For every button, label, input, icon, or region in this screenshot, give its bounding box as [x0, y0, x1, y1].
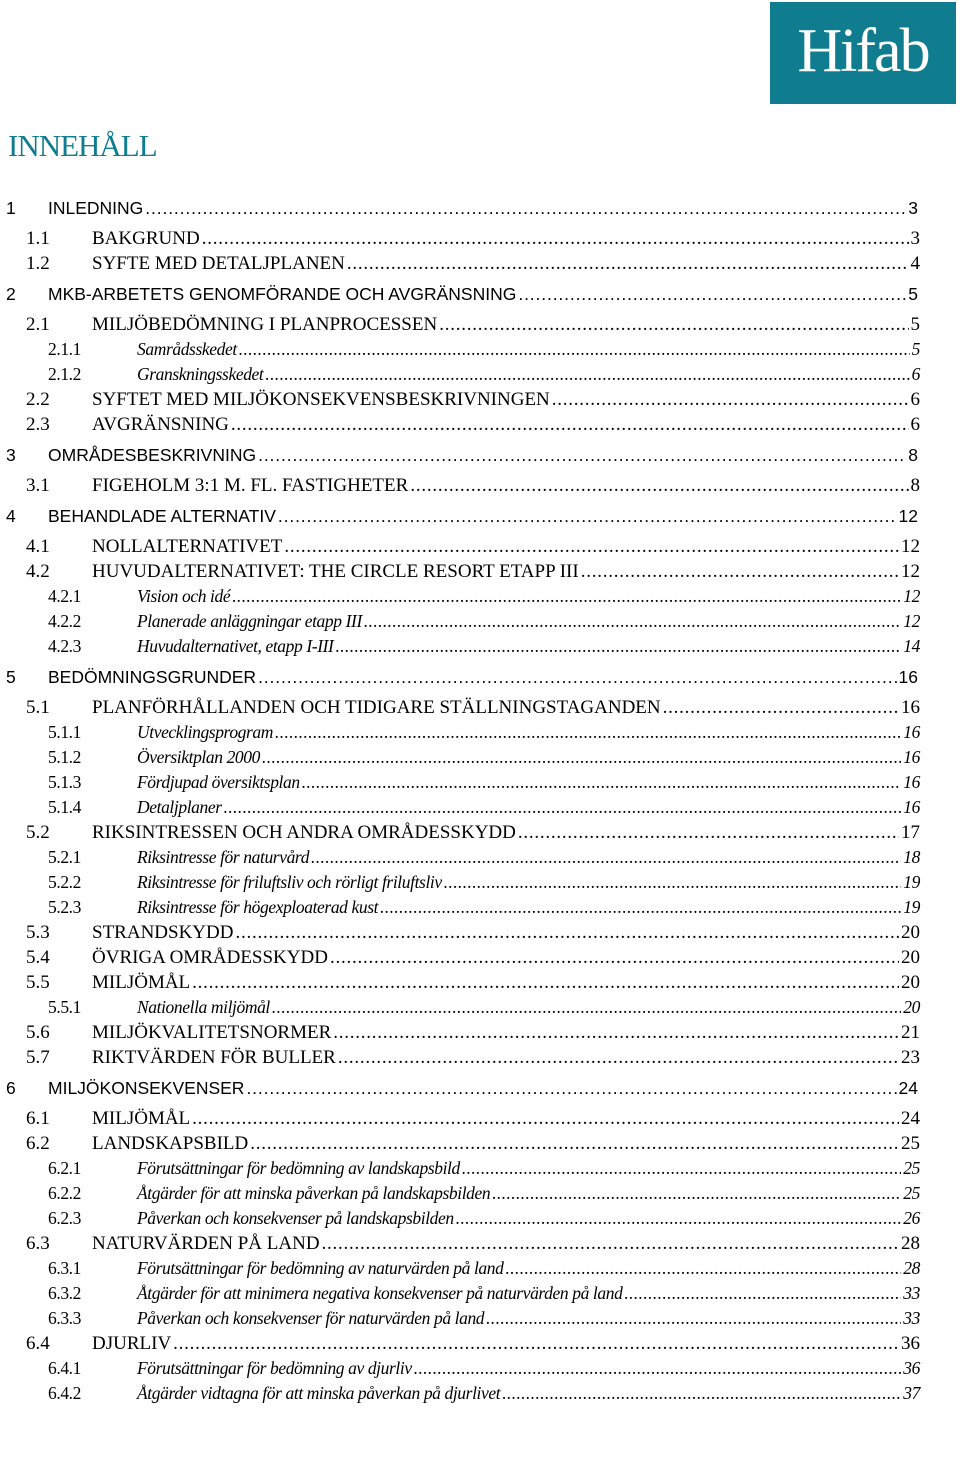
toc-entry-title: Förutsättningar för bedömning av landskapsbild [137, 1158, 460, 1178]
toc-entry-number: 1.2 [26, 253, 50, 274]
toc-entry-level-3[interactable] [0, 1156, 960, 1181]
toc-entry-number: 6.3.2 [48, 1283, 82, 1303]
toc-entry-title: Åtgärder för att minimera negativa konsekvenser på naturvärden på land [137, 1283, 623, 1303]
toc-entry-page: 19 [903, 897, 920, 917]
toc-dot-leader [265, 362, 909, 387]
toc-entry-title: OMRÅDESBESKRIVNING [48, 445, 257, 465]
toc-entry-level-3[interactable] [0, 870, 960, 895]
toc-entry-title: SYFTE MED DETALJPLANEN [92, 253, 345, 274]
toc-dot-leader [414, 1356, 902, 1381]
toc-entry-page: 20 [901, 922, 920, 943]
toc-entry-title: Påverkan och konsekvenser för naturvärden på land [137, 1308, 485, 1328]
toc-entry-number: 5.1.4 [48, 797, 82, 817]
toc-dot-leader [486, 1306, 901, 1331]
toc-entry-number: 6.2.1 [48, 1158, 82, 1178]
toc-entry-level-3[interactable] [0, 995, 960, 1020]
toc-entry-page: 16 [903, 747, 920, 767]
toc-dot-leader [224, 795, 902, 820]
toc-entry-title: Åtgärder för att minska påverkan på landskapsbilden [137, 1183, 491, 1203]
toc-entry-title: INLEDNING [48, 198, 144, 218]
toc-entry-title: RIKSINTRESSEN OCH ANDRA OMRÅDESSKYDD [92, 822, 516, 843]
toc-entry-level-3[interactable] [0, 1256, 960, 1281]
toc-entry-level-3[interactable] [0, 720, 960, 745]
toc-dot-leader [262, 745, 901, 770]
toc-entry-page: 6 [911, 364, 920, 384]
toc-entry-page: 12 [901, 536, 920, 557]
toc-entry-page: 8 [910, 475, 920, 496]
toc-dot-leader [502, 1381, 901, 1406]
toc-dot-leader [272, 995, 901, 1020]
toc-entry-level-2[interactable] [0, 559, 960, 584]
toc-entry-level-2[interactable] [0, 970, 960, 995]
toc-entry-level-1[interactable] [0, 437, 960, 473]
toc-entry-number: 5.5.1 [48, 997, 82, 1017]
toc-dot-leader [258, 659, 896, 695]
toc-dot-leader [552, 387, 909, 412]
toc-dot-leader [335, 634, 901, 659]
toc-entry-title: Samrådsskedet [137, 339, 237, 359]
toc-entry-page: 24 [901, 1108, 920, 1129]
toc-entry-page: 19 [903, 872, 920, 892]
hifab-logo [770, 2, 956, 104]
toc-entry-page: 6 [910, 389, 920, 410]
toc-dot-leader [624, 1281, 901, 1306]
toc-dot-leader [444, 870, 902, 895]
toc-dot-leader [258, 437, 906, 473]
toc-entry-level-2[interactable] [0, 251, 960, 276]
toc-entry-title: NATURVÄRDEN PÅ LAND [92, 1233, 320, 1254]
toc-entry-level-3[interactable] [0, 1206, 960, 1231]
toc-entry-number: 1 [6, 198, 16, 218]
toc-dot-leader [275, 720, 901, 745]
toc-entry-level-3[interactable] [0, 1306, 960, 1331]
toc-entry-title: PLANFÖRHÅLLANDEN OCH TIDIGARE STÄLLNINGSTAGANDEN [92, 697, 661, 718]
toc-entry-level-2[interactable] [0, 945, 960, 970]
toc-entry-level-3[interactable] [0, 845, 960, 870]
toc-entry-page: 16 [903, 797, 920, 817]
toc-entry-title: Riksintresse för friluftsliv och rörligt friluftsliv [137, 872, 442, 892]
toc-entry-title: MKB-ARBETETS GENOMFÖRANDE OCH AVGRÄNSNING [48, 284, 517, 304]
toc-entry-number: 1.1 [26, 228, 50, 249]
toc-entry-page: 3 [908, 198, 918, 218]
toc-entry-title: MILJÖKVALITETSNORMER [92, 1022, 332, 1043]
toc-dot-leader [250, 1131, 899, 1156]
toc-dot-leader [278, 498, 897, 534]
toc-entry-title: Huvudalternativet, etapp I-III [137, 636, 334, 656]
toc-entry-page: 8 [908, 445, 918, 465]
toc-entry-title: Vision och idé [137, 586, 231, 606]
toc-entry-level-2[interactable] [0, 695, 960, 720]
toc-entry-title: SYFTET MED MILJÖKONSEKVENSBESKRIVNINGEN [92, 389, 550, 410]
toc-entry-title: Nationella miljömål [137, 997, 270, 1017]
toc-entry-page: 12 [898, 506, 918, 526]
toc-entry-level-3[interactable] [0, 634, 960, 659]
toc-entry-number: 5.2.1 [48, 847, 82, 867]
toc-entry-number: 6.2 [26, 1133, 50, 1154]
toc-entry-number: 2.3 [26, 414, 50, 435]
toc-entry-number: 5.3 [26, 922, 50, 943]
toc-entry-title: LANDSKAPSBILD [92, 1133, 249, 1154]
toc-dot-leader [333, 1020, 899, 1045]
toc-entry-number: 2.2 [26, 389, 50, 410]
toc-dot-leader [311, 845, 901, 870]
toc-dot-leader [462, 1156, 901, 1181]
toc-entry-page: 4 [910, 253, 920, 274]
toc-entry-title: BEHANDLADE ALTERNATIV [48, 506, 276, 526]
toc-entry-page: 12 [901, 561, 920, 582]
toc-entry-level-2[interactable] [0, 412, 960, 437]
toc-entry-number: 2.1.1 [48, 339, 82, 359]
toc-dot-leader [192, 970, 899, 995]
toc-dot-leader [322, 1231, 899, 1256]
toc-dot-leader [232, 584, 901, 609]
toc-entry-page: 12 [903, 586, 920, 606]
logo-text: Hifab [797, 17, 929, 85]
toc-entry-title: Påverkan och konsekvenser på landskapsbilden [137, 1208, 454, 1228]
toc-dot-leader [492, 1181, 901, 1206]
toc-entry-number: 5.1 [26, 697, 50, 718]
toc-entry-number: 5.1.3 [48, 772, 82, 792]
toc-entry-page: 16 [898, 667, 918, 687]
toc-entry-number: 3.1 [26, 475, 50, 496]
toc-dot-leader [231, 412, 909, 437]
toc-entry-number: 6.3 [26, 1233, 50, 1254]
toc-entry-title: Översiktplan 2000 [137, 747, 260, 767]
toc-entry-number: 5.1.2 [48, 747, 82, 767]
toc-entry-page: 28 [901, 1233, 920, 1254]
toc-dot-leader [518, 820, 899, 845]
toc-entry-title: Utvecklingsprogram [137, 722, 274, 742]
toc-entry-page: 25 [903, 1158, 920, 1178]
toc-entry-title: FIGEHOLM 3:1 M. FL. FASTIGHETER [92, 475, 409, 496]
toc-entry-level-2[interactable] [0, 920, 960, 945]
toc-entry-page: 20 [901, 947, 920, 968]
toc-entry-level-1[interactable] [0, 498, 960, 534]
toc-entry-level-2[interactable] [0, 534, 960, 559]
toc-entry-level-3[interactable] [0, 609, 960, 634]
toc-entry-number: 6.2.2 [48, 1183, 82, 1203]
toc-entry-page: 5 [908, 284, 918, 304]
toc-entry-number: 2.1 [26, 314, 50, 335]
toc-entry-level-2[interactable] [0, 1045, 960, 1070]
toc-entry-number: 5.4 [26, 947, 50, 968]
toc-entry-number: 5.2.2 [48, 872, 82, 892]
toc-entry-page: 33 [903, 1283, 920, 1303]
toc-entry-number: 6.4.2 [48, 1383, 82, 1403]
toc-entry-page: 5 [910, 314, 920, 335]
toc-entry-title: DJURLIV [92, 1333, 172, 1354]
toc-dot-leader [235, 920, 899, 945]
toc-entry-level-3[interactable] [0, 895, 960, 920]
toc-entry-title: NOLLALTERNATIVET [92, 536, 283, 557]
table-of-contents [0, 190, 960, 1406]
toc-entry-page: 12 [903, 611, 920, 631]
toc-dot-leader [145, 190, 906, 226]
toc-entry-page: 36 [903, 1358, 920, 1378]
toc-dot-leader [518, 276, 906, 312]
toc-entry-level-2[interactable] [0, 226, 960, 251]
toc-entry-number: 6.2.3 [48, 1208, 82, 1228]
toc-dot-leader [439, 312, 908, 337]
toc-entry-level-2[interactable] [0, 1131, 960, 1156]
toc-entry-title: Förutsättningar för bedömning av djurliv [137, 1358, 412, 1378]
toc-dot-leader [347, 251, 909, 276]
toc-entry-level-2[interactable] [0, 387, 960, 412]
toc-entry-page: 16 [903, 722, 920, 742]
toc-entry-title: MILJÖBEDÖMNING I PLANPROCESSEN [92, 314, 438, 335]
toc-entry-title: Detaljplaner [137, 797, 222, 817]
toc-entry-page: 24 [898, 1078, 918, 1098]
toc-entry-title: HUVUDALTERNATIVET: THE CIRCLE RESORT ETAPP III [92, 561, 579, 582]
toc-entry-level-1[interactable] [0, 190, 960, 226]
toc-entry-page: 5 [911, 339, 920, 359]
toc-entry-page: 3 [910, 228, 920, 249]
toc-entry-title: AVGRÄNSNING [92, 414, 229, 435]
toc-entry-title: BEDÖMNINGSGRUNDER [48, 667, 257, 687]
toc-entry-title: Granskningsskedet [137, 364, 264, 384]
toc-entry-level-3[interactable] [0, 795, 960, 820]
toc-dot-leader [456, 1206, 902, 1231]
toc-entry-title: BAKGRUND [92, 228, 200, 249]
toc-entry-number: 4 [6, 506, 16, 526]
toc-entry-page: 25 [901, 1133, 920, 1154]
toc-entry-level-3[interactable] [0, 1381, 960, 1406]
toc-entry-number: 5.2.3 [48, 897, 82, 917]
toc-entry-level-3[interactable] [0, 1281, 960, 1306]
toc-entry-number: 5 [6, 667, 16, 687]
toc-entry-number: 4.1 [26, 536, 50, 557]
toc-entry-number: 6 [6, 1078, 16, 1098]
toc-entry-number: 5.2 [26, 822, 50, 843]
toc-entry-page: 36 [901, 1333, 920, 1354]
toc-entry-number: 2 [6, 284, 16, 304]
toc-entry-level-3[interactable] [0, 362, 960, 387]
toc-entry-level-1[interactable] [0, 1070, 960, 1106]
toc-entry-title: Förutsättningar för bedömning av naturvärden på land [137, 1258, 504, 1278]
toc-entry-page: 26 [903, 1208, 920, 1228]
toc-entry-number: 3 [6, 445, 16, 465]
toc-dot-leader [173, 1331, 899, 1356]
toc-entry-level-2[interactable] [0, 1331, 960, 1356]
toc-entry-level-2[interactable] [0, 1020, 960, 1045]
toc-dot-leader [239, 337, 910, 362]
toc-dot-leader [581, 559, 899, 584]
toc-dot-leader [663, 695, 899, 720]
toc-dot-leader [202, 226, 909, 251]
page-title: INNEHÅLL [8, 128, 157, 163]
toc-entry-level-3[interactable] [0, 770, 960, 795]
toc-entry-page: 23 [901, 1047, 920, 1068]
toc-entry-title: MILJÖMÅL [92, 1108, 191, 1129]
toc-dot-leader [284, 534, 899, 559]
toc-entry-level-2[interactable] [0, 820, 960, 845]
toc-entry-number: 6.4.1 [48, 1358, 82, 1378]
toc-dot-leader [330, 945, 899, 970]
toc-entry-title: MILJÖKONSEKVENSER [48, 1078, 245, 1098]
toc-entry-page: 28 [903, 1258, 920, 1278]
toc-entry-number: 5.5 [26, 972, 50, 993]
toc-entry-page: 33 [903, 1308, 920, 1328]
toc-entry-page: 20 [901, 972, 920, 993]
toc-entry-title: Riksintresse för naturvård [137, 847, 310, 867]
toc-entry-level-3[interactable] [0, 1356, 960, 1381]
toc-entry-page: 18 [903, 847, 920, 867]
toc-entry-page: 17 [901, 822, 920, 843]
toc-dot-leader [380, 895, 901, 920]
toc-dot-leader [410, 473, 908, 498]
toc-entry-level-3[interactable] [0, 1181, 960, 1206]
toc-entry-number: 4.2.1 [48, 586, 82, 606]
toc-entry-number: 4.2 [26, 561, 50, 582]
toc-entry-level-2[interactable] [0, 1231, 960, 1256]
toc-entry-title: Riksintresse för högexploaterad kust [137, 897, 379, 917]
toc-entry-title: Fördjupad översiktsplan [137, 772, 300, 792]
toc-entry-number: 5.1.1 [48, 722, 82, 742]
toc-entry-page: 16 [901, 697, 920, 718]
toc-entry-number: 6.3.3 [48, 1308, 82, 1328]
toc-entry-title: STRANDSKYDD [92, 922, 234, 943]
toc-entry-number: 6.1 [26, 1108, 50, 1129]
toc-entry-page: 14 [903, 636, 920, 656]
toc-entry-level-3[interactable] [0, 745, 960, 770]
toc-entry-level-3[interactable] [0, 584, 960, 609]
toc-entry-page: 6 [910, 414, 920, 435]
toc-entry-level-3[interactable] [0, 337, 960, 362]
toc-entry-level-1[interactable] [0, 276, 960, 312]
toc-entry-page: 21 [901, 1022, 920, 1043]
toc-entry-title: RIKTVÄRDEN FÖR BULLER [92, 1047, 336, 1068]
toc-dot-leader [302, 770, 902, 795]
toc-entry-level-2[interactable] [0, 473, 960, 498]
toc-entry-level-2[interactable] [0, 1106, 960, 1131]
toc-dot-leader [192, 1106, 899, 1131]
toc-entry-number: 6.3.1 [48, 1258, 82, 1278]
toc-dot-leader [246, 1070, 896, 1106]
toc-entry-page: 25 [903, 1183, 920, 1203]
toc-dot-leader [364, 609, 901, 634]
toc-entry-number: 2.1.2 [48, 364, 82, 384]
toc-entry-page: 20 [903, 997, 920, 1017]
toc-entry-number: 4.2.3 [48, 636, 82, 656]
toc-entry-title: Planerade anläggningar etapp III [137, 611, 362, 631]
toc-entry-title: MILJÖMÅL [92, 972, 191, 993]
toc-entry-page: 16 [903, 772, 920, 792]
toc-entry-level-1[interactable] [0, 659, 960, 695]
toc-entry-title: Åtgärder vidtagna för att minska påverkan på djurlivet [137, 1383, 501, 1403]
toc-entry-number: 5.6 [26, 1022, 50, 1043]
toc-entry-title: ÖVRIGA OMRÅDESSKYDD [92, 947, 328, 968]
toc-entry-number: 6.4 [26, 1333, 50, 1354]
toc-dot-leader [505, 1256, 901, 1281]
toc-entry-number: 5.7 [26, 1047, 50, 1068]
toc-entry-level-2[interactable] [0, 312, 960, 337]
toc-entry-page: 37 [903, 1383, 920, 1403]
toc-dot-leader [338, 1045, 899, 1070]
toc-entry-number: 4.2.2 [48, 611, 82, 631]
